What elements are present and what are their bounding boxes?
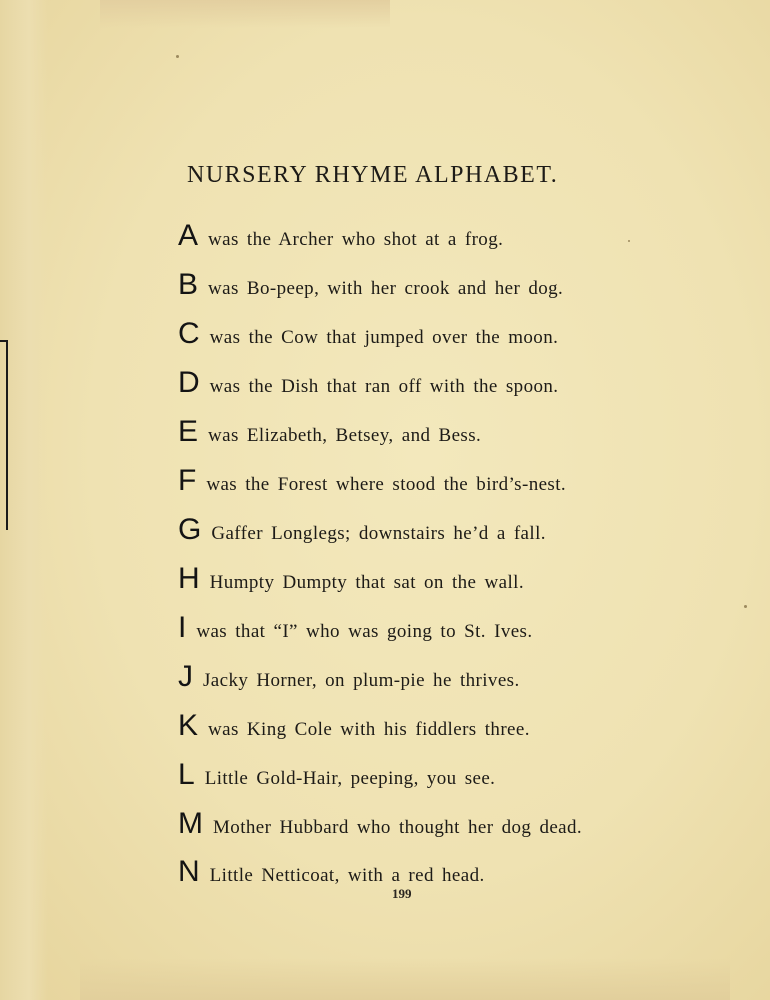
drop-letter: M: [178, 807, 203, 840]
drop-letter: J: [178, 660, 193, 693]
rhyme-text: Mother Hubbard who thought her dog dead.: [213, 817, 583, 838]
rhyme-line: [178, 559, 524, 599]
rhyme-line: [178, 363, 558, 403]
drop-letter: D: [178, 366, 200, 399]
rhyme-text: was the Dish that ran off with the spoon.: [209, 376, 559, 397]
rhyme-line: [178, 461, 566, 501]
page-title: NURSERY RHYME ALPHABET.: [187, 162, 559, 188]
drop-letter: L: [178, 758, 195, 791]
rhyme-line: [178, 265, 563, 305]
rhyme-text: was Elizabeth, Betsey, and Bess.: [208, 425, 482, 446]
rhyme-line: [178, 510, 546, 550]
rhyme-text: was King Cole with his fiddlers three.: [208, 719, 530, 740]
paper-speck: [628, 240, 630, 242]
rhyme-text: Little Gold-Hair, peeping, you see.: [204, 768, 496, 789]
rhyme-line: [178, 706, 530, 746]
rhyme-line: [178, 314, 558, 354]
rhyme-line: [178, 608, 533, 648]
rhyme-text: was the Cow that jumped over the moon.: [209, 327, 559, 348]
drop-letter: H: [178, 562, 200, 595]
rhyme-line: [178, 412, 481, 452]
rhyme-text: was Bo-peep, with her crook and her dog.: [208, 278, 564, 299]
drop-letter: A: [178, 219, 199, 252]
page-edge-mark: [0, 340, 8, 530]
rhyme-text: Little Netticoat, with a red head.: [209, 865, 485, 886]
drop-letter: C: [178, 317, 200, 350]
rhyme-text: was that “I” who was going to St. Ives.: [196, 621, 533, 642]
rhyme-text: was the Archer who shot at a frog.: [208, 229, 504, 250]
drop-letter: E: [178, 415, 199, 448]
drop-letter: I: [178, 611, 187, 644]
paper-speck: [176, 55, 179, 58]
paper-stain-bottom: [80, 958, 730, 1000]
drop-letter: N: [178, 855, 200, 888]
rhyme-line: [178, 852, 485, 892]
paper-stain-top: [100, 0, 390, 28]
paper-speck: [744, 605, 747, 608]
drop-letter: B: [178, 268, 199, 301]
rhyme-text: was the Forest where stood the bird’s-nest.: [206, 474, 567, 495]
drop-letter: K: [178, 709, 199, 742]
rhyme-text: Gaffer Longlegs; downstairs he’d a fall.: [211, 523, 546, 544]
rhyme-text: Jacky Horner, on plum-pie he thrives.: [203, 670, 520, 691]
rhyme-line: [178, 657, 520, 697]
rhyme-line: [178, 804, 582, 844]
rhyme-text: Humpty Dumpty that sat on the wall.: [209, 572, 524, 593]
drop-letter: F: [178, 464, 197, 497]
page-number: 199: [392, 886, 412, 901]
rhyme-line: [178, 755, 495, 795]
rhyme-line: [178, 216, 503, 256]
drop-letter: G: [178, 513, 202, 546]
